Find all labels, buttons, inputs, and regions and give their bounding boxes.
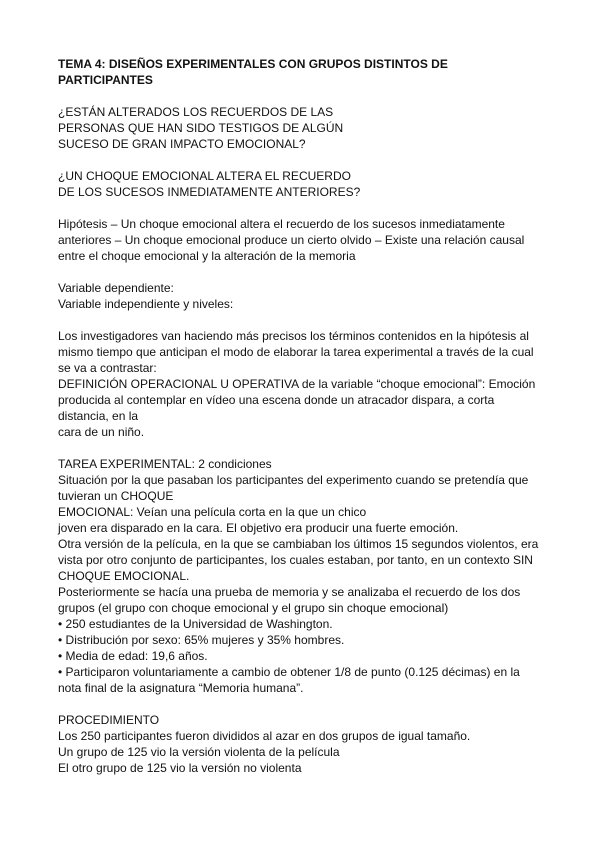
spacer — [58, 696, 558, 712]
task-line: grupos (el grupo con choque emocional y el grupo sin choque emocional) — [58, 601, 449, 615]
procedure-line: Un grupo de 125 vio la versión violenta de la película — [58, 745, 340, 759]
question-2 — [58, 168, 558, 200]
bullet-item: • Distribución por sexo: 65% mujeres y 35% hombres. — [58, 633, 345, 647]
bullet-item: • Media de edad: 19,6 años. — [58, 649, 208, 663]
task-line: Situación por la que pasaban los participantes del experimento cuando se pretendía que — [58, 473, 529, 487]
bullet-item: • 250 estudiantes de la Universidad de Washington. — [58, 617, 333, 631]
question-1-line: SUCESO DE GRAN IMPACTO EMOCIONAL? — [58, 137, 306, 151]
spacer — [58, 152, 558, 168]
document-title — [58, 56, 558, 88]
independent-variable-line: Variable independiente y niveles: — [58, 297, 234, 311]
question-1-line: PERSONAS QUE HAN SIDO TESTIGOS DE ALGÚN — [58, 121, 344, 135]
question-2-line: ¿UN CHOQUE EMOCIONAL ALTERA EL RECUERDO — [58, 169, 351, 183]
variables-paragraph — [58, 280, 558, 312]
document-content — [58, 56, 558, 776]
operational-definition-line: DEFINICIÓN OPERACIONAL U OPERATIVA de la variable “choque emocional”: Emoción — [58, 377, 536, 391]
title-line: PARTICIPANTES — [58, 73, 153, 87]
task-line: Posteriormente se hacía una prueba de memoria y se analizaba el recuerdo de los dos — [58, 585, 521, 599]
question-1 — [58, 104, 558, 152]
spacer — [58, 264, 558, 280]
procedure-section — [58, 712, 558, 776]
researchers-line: Los investigadores van haciendo más precisos los términos contenidos en la hipótesis al — [58, 329, 529, 343]
hypothesis-line: Hipótesis – Un choque emocional altera el recuerdo de los sucesos inmediatamente — [58, 217, 505, 231]
spacer — [58, 88, 558, 104]
operational-definition-line: cara de un niño. — [58, 425, 145, 439]
hypothesis-line: anteriores – Un choque emocional produce un cierto olvido – Existe una relación causal — [58, 233, 525, 247]
procedure-line: Los 250 participantes fueron divididos al azar en dos grupos de igual tamaño. — [58, 729, 471, 743]
spacer — [58, 440, 558, 456]
task-line: CHOQUE EMOCIONAL. — [58, 569, 190, 583]
spacer — [58, 312, 558, 328]
procedure-line: El otro grupo de 125 vio la versión no violenta — [58, 761, 302, 775]
experimental-task-section — [58, 456, 558, 696]
bullet-item: • Participaron voluntariamente a cambio de obtener 1/8 de punto (0.125 décimas) en la — [58, 665, 520, 679]
researchers-line: mismo tiempo que anticipan el modo de elaborar la tarea experimental a través de la cual — [58, 345, 534, 359]
task-line: EMOCIONAL: Veían una película corta en la que un chico — [58, 505, 367, 519]
operational-definition-line: producida al contemplar en vídeo una escena donde un atracador dispara, a corta — [58, 393, 495, 407]
task-line: Otra versión de la película, en la que se cambiaban los últimos 15 segundos violentos, era — [58, 537, 539, 551]
bullet-item-continuation: nota final de la asignatura “Memoria humana”. — [58, 681, 304, 695]
task-line: vista por otro conjunto de participantes, los cuales estaban, por tanto, en un contexto SIN — [58, 553, 533, 567]
question-1-line: ¿ESTÁN ALTERADOS LOS RECUERDOS DE LAS — [58, 105, 334, 119]
hypothesis-paragraph — [58, 216, 558, 264]
task-line: joven era disparado en la cara. El objetivo era producir una fuerte emoción. — [58, 521, 459, 535]
researchers-paragraph — [58, 328, 558, 440]
dependent-variable-line: Variable dependiente: — [58, 281, 174, 295]
operational-definition-line: distancia, en la — [58, 409, 139, 423]
question-2-line: DE LOS SUCESOS INMEDIATAMENTE ANTERIORES? — [58, 185, 361, 199]
title-line: TEMA 4: DISEÑOS EXPERIMENTALES CON GRUPOS DISTINTOS DE — [58, 57, 448, 71]
researchers-line: se va a contrastar: — [58, 361, 157, 375]
procedure-heading: PROCEDIMIENTO — [58, 713, 160, 727]
task-line: tuvieran un CHOQUE — [58, 489, 174, 503]
spacer — [58, 200, 558, 216]
task-heading: TAREA EXPERIMENTAL: 2 condiciones — [58, 457, 272, 471]
hypothesis-line: entre el choque emocional y la alteración de la memoria — [58, 249, 356, 263]
